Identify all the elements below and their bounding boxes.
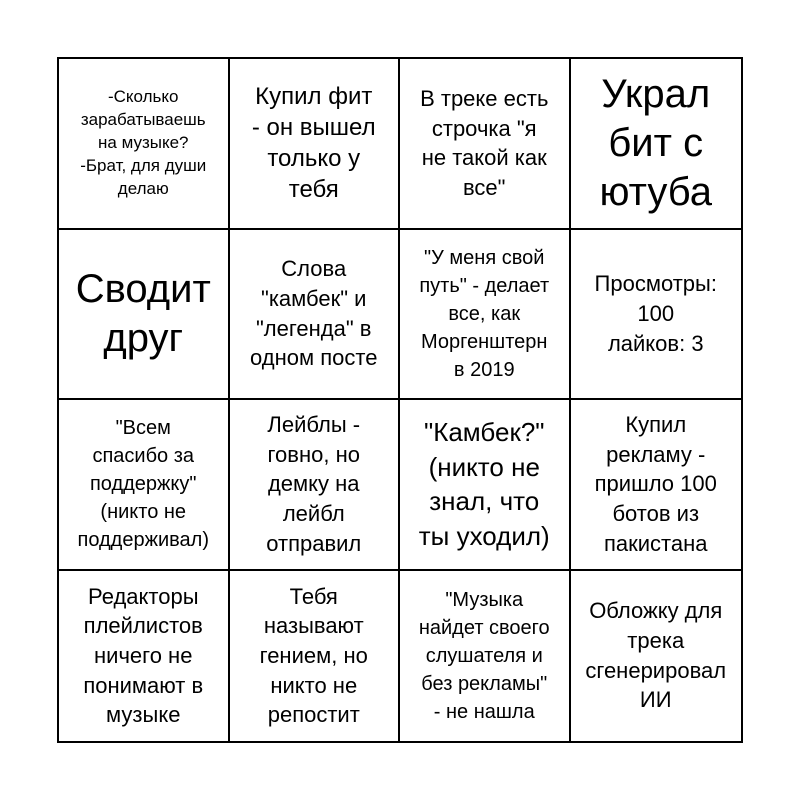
bingo-cell-text: Лейблы - говно, но демку на лейбл отправил: [266, 412, 362, 556]
bingo-cell-r2c4: [571, 230, 742, 401]
bingo-cell-text: "У меня свой путь" - делает все, как Моргенштерн в 2019: [419, 246, 550, 381]
bingo-cell-r1c3: [400, 59, 571, 230]
bingo-cell-r3c4: [571, 400, 742, 571]
bingo-cell-r3c3: [400, 400, 571, 571]
bingo-cell-text: Тебя называют гением, но никто не репостит: [259, 583, 368, 728]
bingo-cell-r2c3: [400, 230, 571, 401]
bingo-cell-text: "Всем спасибо за поддержку" (никто не поддерживал): [77, 417, 209, 552]
bingo-cell-text: Сводит друг: [75, 266, 211, 360]
bingo-board: [57, 57, 743, 743]
bingo-cell-r1c4: [571, 59, 742, 230]
bingo-cell-text: "Камбек?" (никто не знал, что ты уходил): [418, 417, 550, 551]
bingo-cell-r3c1: [59, 400, 230, 571]
bingo-cell-text: Просмотры: 100 лайков: 3: [594, 271, 717, 356]
bingo-cell-r4c4: [571, 571, 742, 742]
bingo-cell-r1c2: [230, 59, 401, 230]
bingo-cell-r3c2: [230, 400, 401, 571]
bingo-cell-text: Обложку для трека сгенерировал ИИ: [585, 598, 727, 713]
bingo-cell-r2c1: [59, 230, 230, 401]
bingo-cell-text: -Сколько зарабатываешь на музыке? -Брат, для души делаю: [80, 86, 207, 198]
bingo-cell-text: Купил фит - он вышел только у тебя: [251, 82, 376, 204]
bingo-cell-text: "Музыка найдет своего слушателя и без рекламы" - не нашла: [418, 588, 550, 723]
bingo-cell-r2c2: [230, 230, 401, 401]
bingo-cell-text: Купил рекламу - пришло 100 ботов из пакистана: [594, 412, 717, 556]
bingo-cell-text: Редакторы плейлистов ничего не понимают в музыке: [83, 583, 204, 728]
bingo-cell-text: Украл бит с ютуба: [599, 72, 713, 214]
bingo-cell-r1c1: [59, 59, 230, 230]
bingo-cell-text: Слова "камбек" и "легенда" в одном посте: [250, 256, 378, 371]
bingo-cell-r4c3: [400, 571, 571, 742]
bingo-cell-r4c1: [59, 571, 230, 742]
bingo-cell-text: В треке есть строчка "я не такой как все": [420, 85, 549, 200]
bingo-cell-r4c2: [230, 571, 401, 742]
